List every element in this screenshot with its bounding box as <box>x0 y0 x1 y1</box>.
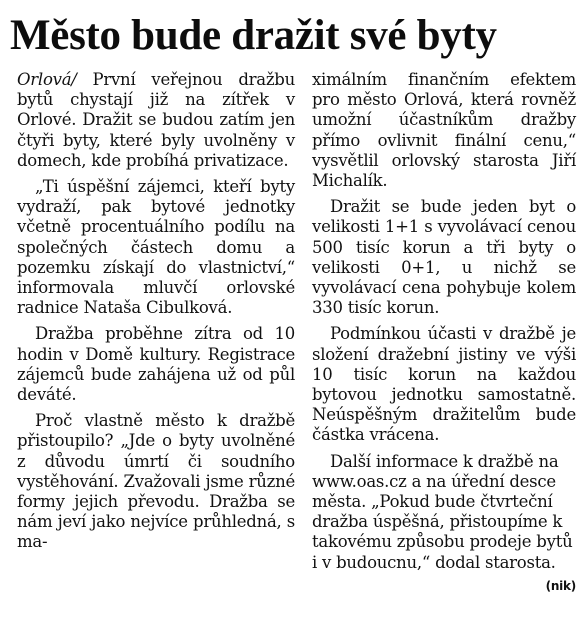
location-tag: Orlová/ <box>17 70 77 89</box>
paragraph-8 <box>312 451 576 593</box>
column-left <box>17 70 295 559</box>
paragraph-1-text: První veřejnou dražbu bytů chystají již na zítřek v Orlové. Dražit se budou zatím jen čtyři byty, které byly uvolněny v domech, kde probíhá privatizace. <box>17 70 295 170</box>
paragraph-5: ximálním finančním efektem pro město Orlová, která rovněž umožní účastníkům dražby přímo ovlivnit finální cenu,“ vysvětlil orlovský starosta Jiří Michalík. <box>312 70 576 191</box>
column-right <box>312 70 576 596</box>
paragraph-1 <box>17 70 295 171</box>
paragraph-8-text: Další informace k dražbě na www.oas.cz a na úřední desce města. „Pokud bude čtvrteční dražba úspěšná, přistoupíme k takovému způsobu prodeje bytů i v budoucnu,“ dodal starosta. <box>312 451 573 572</box>
paragraph-4: Proč vlastně město k dražbě přistoupilo? „Jde o byty uvolněné z důvodu úmrtí či soudního vystěhování. Zvažovali jsme různé formy jejich převodu. Dražba se nám jeví jako nejvíce průhledná, s ma- <box>17 411 295 552</box>
paragraph-7: Podmínkou účasti v dražbě je složení dražební jistiny ve výši 10 tisíc korun na každou bytovou jednotku samostatně. Neúspěšným dražitelům bude částka vrácena. <box>312 324 576 445</box>
paragraph-2: „Ti úspěšní zájemci, kteří byty vydraží, pak bytové jednotky včetně procentuálního podílu na společných částech domu a pozemku získají do vlastnictví,“ informovala mluvčí orlovské radnice Nataša Cibulková. <box>17 177 295 318</box>
headline: Město bude dražit své byty <box>10 12 497 59</box>
paragraph-6: Dražit se bude jeden byt o velikosti 1+1 s vyvolávací cenou 500 tisíc korun a tři byty o velikosti 0+1, u nichž se vyvolávací cena pohybuje kolem 330 tisíc korun. <box>312 197 576 318</box>
paragraph-3: Dražba proběhne zítra od 10 hodin v Domě kultury. Registrace zájemců bude zahájena už od půl deváté. <box>17 324 295 405</box>
author-signature: (nik) <box>545 578 576 593</box>
